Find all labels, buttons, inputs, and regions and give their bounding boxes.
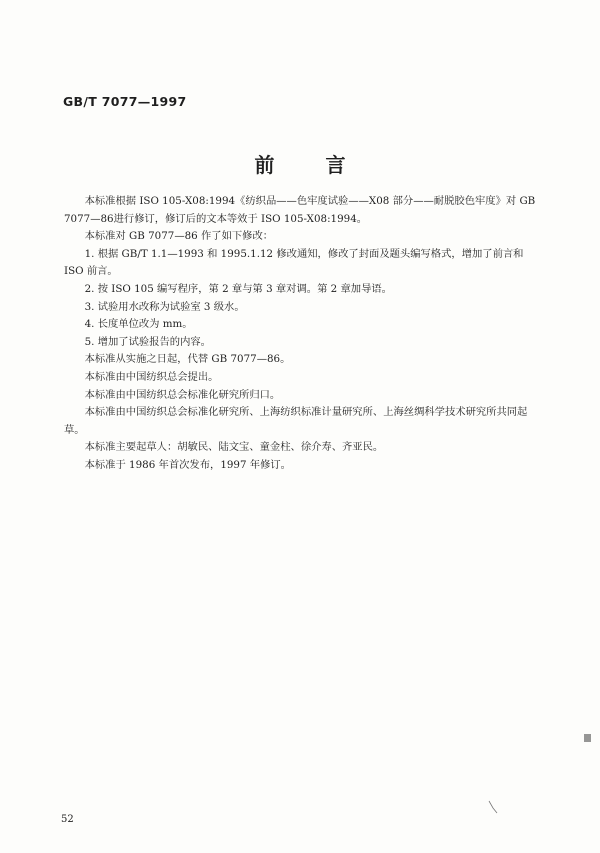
page-number: 52 (61, 814, 74, 825)
standard-code: GB/T 7077—1997 (63, 94, 187, 109)
paragraph: 本标准根据 ISO 105-X08:1994《纺织品——色牢度试验——X08 部分——耐脱胶色牢度》对 GB 7077—86进行修订，修订后的文本等效于 ISO 105-X08:1994。 (64, 195, 536, 225)
scan-scratch-mark (488, 800, 498, 814)
foreword-body (64, 193, 540, 475)
list-item: 1. 根据 GB/T 1.1—1993 和 1995.1.12 修改通知，修改了封面及题头编写格式，增加了前言和 ISO 前言。 (64, 247, 524, 278)
paragraph: 本标准从实施之日起，代替 GB 7077—86。 (84, 353, 291, 366)
paragraph: 本标准主要起草人：胡敏民、陆文宝、童金柱、徐介寿、齐亚民。 (84, 441, 384, 454)
list-item: 3. 试验用水改称为试验室 3 级水。 (84, 300, 245, 313)
list-item: 4. 长度单位改为 mm。 (84, 318, 193, 331)
page-title: 前 言 (254, 153, 368, 177)
paragraph: 本标准由中国纺织总会标准化研究所、上海纺织标准计量研究所、上海丝绸科学技术研究所共同起草。 (64, 406, 528, 436)
scan-edge-mark (584, 734, 591, 742)
list-item: 5. 增加了试验报告的内容。 (84, 335, 211, 348)
paragraph: 本标准由中国纺织总会标准化研究所归口。 (84, 388, 281, 401)
paragraph: 本标准对 GB 7077—86 作了如下修改： (84, 230, 274, 243)
list-item: 2. 按 ISO 105 编写程序，第 2 章与第 3 章对调。第 2 章加导语。 (84, 282, 392, 295)
paragraph: 本标准于 1986 年首次发布，1997 年修订。 (84, 458, 291, 471)
paragraph: 本标准由中国纺织总会提出。 (84, 370, 219, 383)
